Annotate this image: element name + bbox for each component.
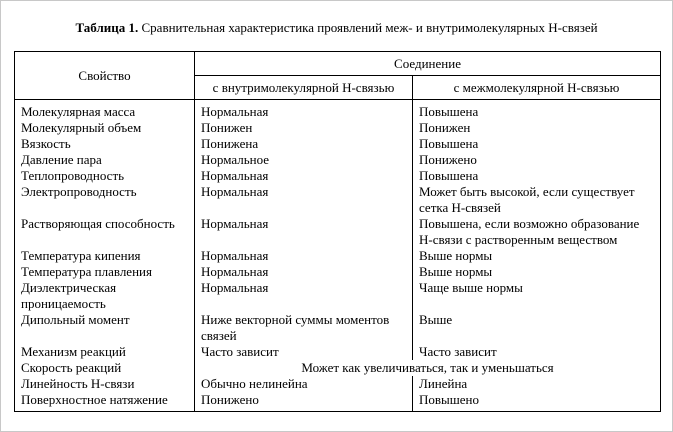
- inter-cell: Линейна: [413, 376, 661, 392]
- header-compound-group: Соединение: [195, 52, 661, 76]
- property-cell: Диэлектрическая проницаемость: [21, 280, 117, 311]
- table-caption-text: Сравнительная характеристика проявлений меж- и внутримолекулярных Н-связей: [141, 20, 598, 35]
- property-cell: Дипольный момент: [21, 312, 130, 327]
- table-row: [15, 184, 661, 216]
- property-cell: Вязкость: [21, 136, 71, 151]
- header-property: Свойство: [15, 52, 195, 100]
- property-cell: Поверхностное натяжение: [21, 392, 168, 407]
- table-body: [15, 100, 661, 412]
- header-row-group: [15, 52, 661, 76]
- table-row: [15, 120, 661, 136]
- table-row: [15, 344, 661, 360]
- property-cell: Электропроводность: [21, 184, 137, 199]
- property-cell: Механизм реакций: [21, 344, 126, 359]
- property-cell: Скорость реакций: [21, 360, 122, 375]
- table-row: [15, 392, 661, 412]
- intra-cell: Нормальная: [195, 184, 413, 216]
- property-cell: Температура кипения: [21, 248, 141, 263]
- header-intermolecular: с межмолекулярной Н-связью: [413, 76, 661, 100]
- inter-cell: Повышено: [413, 392, 661, 412]
- intra-cell: Часто зависит: [195, 344, 413, 360]
- intra-cell: Нормальная: [195, 280, 413, 312]
- intra-cell: Нормальная: [195, 216, 413, 248]
- inter-cell: Повышена: [413, 168, 661, 184]
- table-row: [15, 248, 661, 264]
- inter-cell: Может быть высокой, если существует сетка Н-связей: [413, 184, 661, 216]
- table-row: [15, 280, 661, 312]
- span-cell: Может как увеличиваться, так и уменьшаться: [195, 360, 661, 376]
- inter-cell: Повышена: [413, 136, 661, 152]
- intra-cell: Понижено: [195, 392, 413, 412]
- property-cell: Температура плавления: [21, 264, 152, 279]
- inter-cell: Часто зависит: [413, 344, 661, 360]
- comparison-table: [14, 51, 661, 412]
- table-caption: [1, 20, 672, 36]
- table-row: [15, 136, 661, 152]
- inter-cell: Выше нормы: [413, 248, 661, 264]
- inter-cell: Понижено: [413, 152, 661, 168]
- intra-cell: Нормальное: [195, 152, 413, 168]
- intra-cell: Ниже векторной суммы моментов связей: [195, 312, 413, 344]
- table-caption-label: Таблица 1.: [75, 20, 139, 35]
- inter-cell: Выше: [413, 312, 661, 344]
- inter-cell: Повышена: [413, 100, 661, 121]
- inter-cell: Выше нормы: [413, 264, 661, 280]
- property-cell: Давление пара: [21, 152, 102, 167]
- table-row: [15, 168, 661, 184]
- intra-cell: Нормальная: [195, 100, 413, 121]
- intra-cell: Нормальная: [195, 248, 413, 264]
- property-cell: Теплопроводность: [21, 168, 125, 183]
- table-row: [15, 100, 661, 121]
- property-cell: Растворяющая способность: [21, 216, 175, 231]
- property-cell: Молекулярный объем: [21, 120, 142, 135]
- inter-cell: Повышена, если возможно образование Н-связи с растворенным веществом: [413, 216, 661, 248]
- intra-cell: Понижен: [195, 120, 413, 136]
- intra-cell: Нормальная: [195, 264, 413, 280]
- table-row: [15, 360, 661, 376]
- header-intramolecular: с внутримолекулярной Н-связью: [195, 76, 413, 100]
- table-row: [15, 152, 661, 168]
- inter-cell: Понижен: [413, 120, 661, 136]
- intra-cell: Понижена: [195, 136, 413, 152]
- table-row: [15, 264, 661, 280]
- property-cell: Линейность Н-связи: [21, 376, 135, 391]
- property-cell: Молекулярная масса: [21, 104, 136, 119]
- table-row: [15, 376, 661, 392]
- intra-cell: Обычно нелинейна: [195, 376, 413, 392]
- table-row: [15, 216, 661, 248]
- inter-cell: Чаще выше нормы: [413, 280, 661, 312]
- intra-cell: Нормальная: [195, 168, 413, 184]
- table-header: [15, 52, 661, 100]
- table-row: [15, 312, 661, 344]
